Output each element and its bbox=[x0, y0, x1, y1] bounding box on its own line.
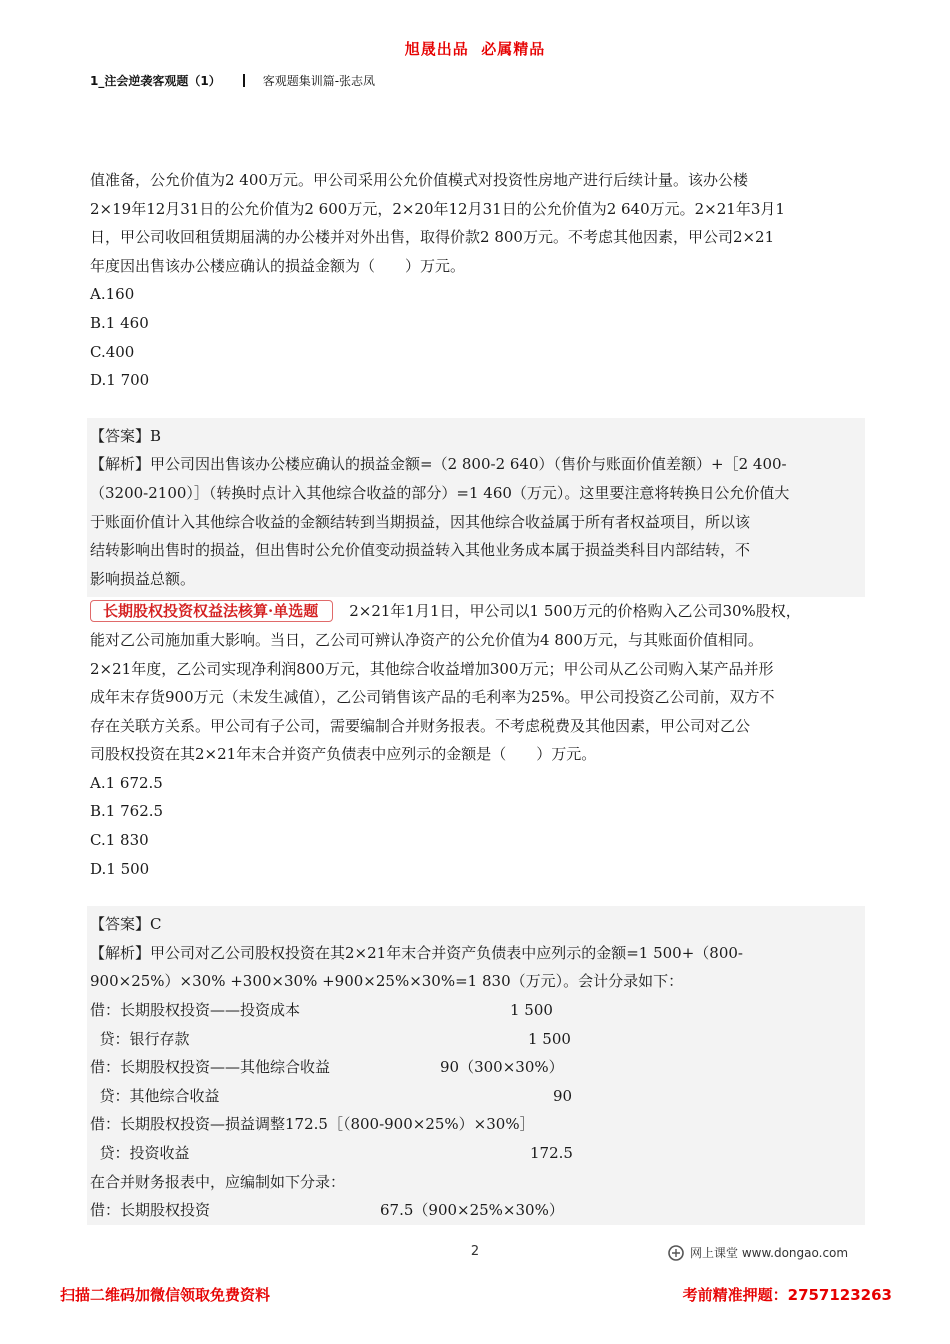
q2-answer-box bbox=[87, 906, 865, 1225]
q2-option-c: C.1 830 bbox=[90, 831, 149, 850]
entry-label: 借：长期股权投资—损益调整172.5［（800-900×25%）×30%］ bbox=[90, 1115, 535, 1134]
footer-promo-right: 考前精准押题：2757123263 bbox=[682, 1286, 892, 1304]
q1-analysis-line: 【解析】甲公司因出售该办公楼应确认的损益金额=（2 800-2 640）（售价与账面价值差额）+［2 400- bbox=[90, 455, 787, 474]
q2-option-a: A.1 672.5 bbox=[90, 773, 163, 792]
q1-option-a: A.160 bbox=[90, 285, 135, 304]
top-banner: 旭晟出品 必属精品 bbox=[404, 40, 546, 58]
q1-option-b: B.1 460 bbox=[90, 313, 149, 332]
journal-entry bbox=[90, 996, 862, 1025]
entry-label: 贷：投资收益 bbox=[90, 1144, 190, 1162]
q1-stem-line: 年度因出售该办公楼应确认的损益金额为（ ）万元。 bbox=[90, 256, 466, 275]
brand-mark bbox=[668, 1244, 848, 1261]
q2-option-b: B.1 762.5 bbox=[90, 802, 164, 821]
entry-label: 贷：其他综合收益 bbox=[90, 1086, 220, 1105]
entry-amount: 1 500 bbox=[510, 1001, 553, 1020]
page-content bbox=[90, 166, 862, 1225]
q2-analysis-line: 【解析】甲公司对乙公司股权投资在其2×21年末合并资产负债表中应列示的金额=1 500+（800- bbox=[90, 943, 743, 962]
footer-promo-left: 扫描二维码加微信领取免费资料 bbox=[60, 1286, 271, 1304]
entry-label: 借：长期股权投资——投资成本 bbox=[90, 1001, 301, 1020]
entry-label: 借：长期股权投资——其他综合收益 bbox=[90, 1058, 331, 1077]
q1-analysis-line: （3200-2100）］（转换时点计入其他综合收益的部分）=1 460（万元）。这里要注意将转换日公允价值大 bbox=[90, 483, 790, 502]
entry-amount: 67.5（900×25%×30%） bbox=[380, 1201, 564, 1220]
header-divider bbox=[243, 74, 245, 87]
q1-option-c: C.400 bbox=[90, 342, 135, 361]
q1-answer: 【答案】B bbox=[90, 426, 162, 445]
q1-analysis-line: 于账面价值计入其他综合收益的金额结转到当期损益，因其他综合收益属于所有者权益项目，所以该 bbox=[90, 512, 751, 531]
q2-stem-line: 存在关联方关系。甲公司有子公司，需要编制合并财务报表。不考虑税费及其他因素，甲公司对乙公 bbox=[90, 716, 751, 735]
entry-amount: 90（300×30%） bbox=[440, 1058, 564, 1077]
q2-topic-tag: 长期股权投资权益法核算·单选题 bbox=[90, 600, 333, 622]
document-header bbox=[90, 72, 375, 89]
entry-amount: 172.5 bbox=[530, 1144, 573, 1162]
entry-label: 借：长期股权投资 bbox=[90, 1201, 211, 1220]
q1-analysis-line: 结转影响出售时的损益，但出售时公允价值变动损益转入其他业务成本属于损益类科目内部结转，不 bbox=[90, 541, 751, 560]
q2-stem-first bbox=[90, 597, 862, 626]
q2-answer: 【答案】C bbox=[90, 915, 162, 934]
q2-stem-line: 司股权投资在其2×21年末合并资产负债表中应列示的金额是（ ）万元。 bbox=[90, 745, 597, 764]
doc-title: 1_注会逆袭客观题（1） bbox=[90, 74, 221, 88]
q2-analysis-line: 900×25%）×30% +300×30% +900×25%×30%=1 830（万元）。会计分录如下： bbox=[90, 972, 684, 991]
journal-entry bbox=[90, 1025, 862, 1054]
q2-stem-first-text: 2×21年1月1日，甲公司以1 500万元的价格购入乙公司30%股权， bbox=[349, 602, 801, 621]
q1-stem-line: 值准备，公允价值为2 400万元。甲公司采用公允价值模式对投资性房地产进行后续计量。该办公楼 bbox=[90, 171, 748, 189]
q2-stem-line: 能对乙公司施加重大影响。当日，乙公司可辨认净资产的公允价值为4 800万元，与其账面价值相同。 bbox=[90, 630, 763, 649]
q1-analysis-line: 影响损益总额。 bbox=[90, 569, 196, 588]
journal-entry bbox=[90, 1082, 862, 1111]
entry-amount: 1 500 bbox=[528, 1029, 571, 1048]
page-number: 2 bbox=[470, 1244, 480, 1259]
q2-option-d: D.1 500 bbox=[90, 859, 150, 878]
q1-stem-line: 日，甲公司收回租赁期届满的办公楼并对外出售，取得价款2 800万元。不考虑其他因素，甲公司2×21 bbox=[90, 228, 775, 247]
q1-stem-line: 2×19年12月31日的公允价值为2 600万元，2×20年12月31日的公允价值为2 640万元。2×21年3月1 bbox=[90, 199, 785, 218]
doc-subtitle: 客观题集训篇-张志凤 bbox=[262, 74, 376, 88]
journal-entry bbox=[90, 1168, 862, 1197]
q1-option-d: D.1 700 bbox=[90, 371, 150, 390]
dongao-logo-icon bbox=[668, 1245, 684, 1261]
journal-entry bbox=[90, 1139, 862, 1168]
entry-label: 在合并财务报表中，应编制如下分录： bbox=[90, 1172, 346, 1191]
entry-label: 贷：银行存款 bbox=[90, 1029, 190, 1048]
journal-entry bbox=[90, 1196, 862, 1225]
journal-entry bbox=[90, 1053, 862, 1082]
brand-text: 网上课堂 www.dongao.com bbox=[690, 1246, 849, 1260]
entry-amount: 90 bbox=[553, 1086, 573, 1105]
q2-stem-line: 成年末存货900万元（未发生减值），乙公司销售该产品的毛利率为25%。甲公司投资乙公司前，双方不 bbox=[90, 688, 775, 707]
q1-answer-box bbox=[87, 418, 865, 598]
journal-entry bbox=[90, 1110, 862, 1139]
q2-stem-line: 2×21年度，乙公司实现净利润800万元，其他综合收益增加300万元；甲公司从乙公司购入某产品并形 bbox=[90, 659, 774, 678]
